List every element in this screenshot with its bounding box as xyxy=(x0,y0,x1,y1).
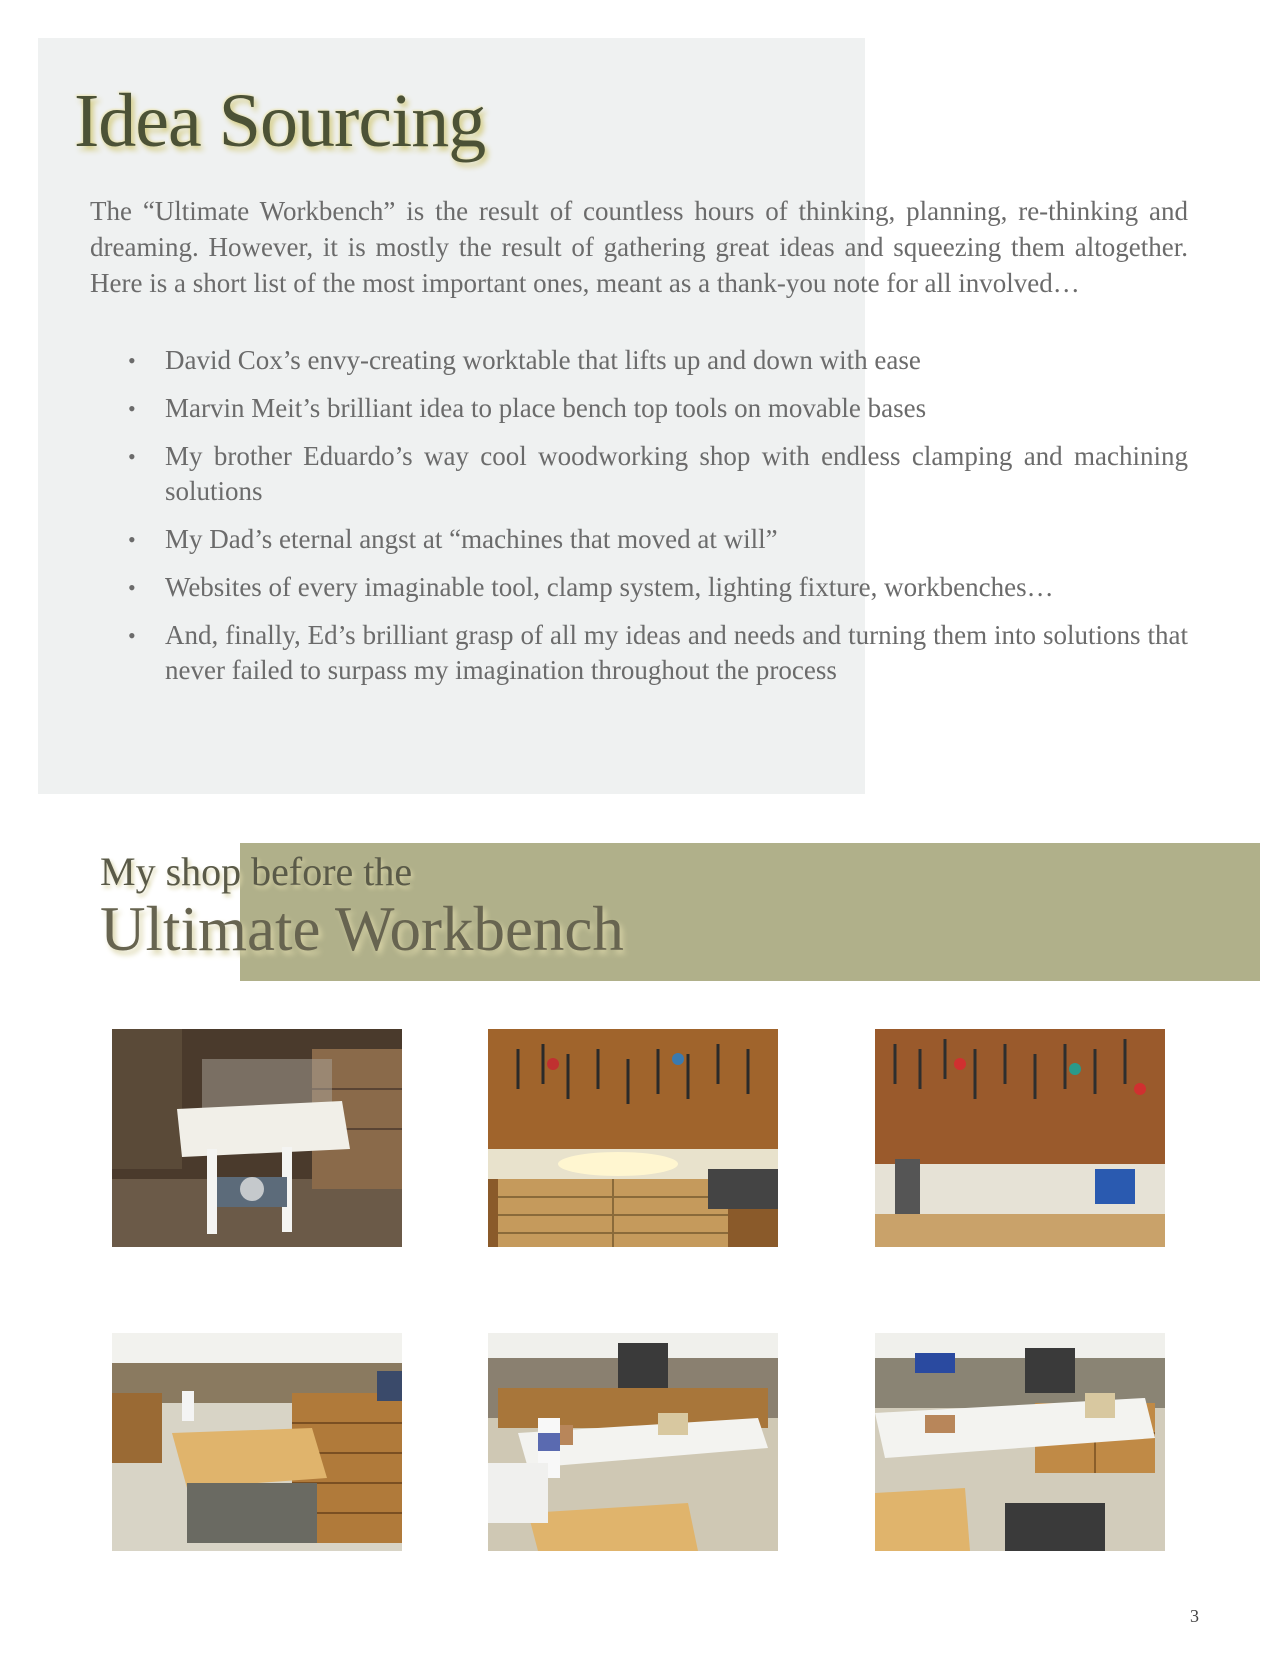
idea-list xyxy=(90,343,1188,701)
photo-worktable xyxy=(112,1029,402,1247)
photo-pegboard-bench xyxy=(488,1029,778,1247)
list-item-text: My Dad’s eternal angst at “machines that moved at will” xyxy=(165,524,778,554)
section-title: Ultimate Workbench xyxy=(100,894,624,964)
section-subtitle: My shop before the xyxy=(100,849,413,894)
intro-paragraph: The “Ultimate Workbench” is the result of countless hours of thinking, planning, re-thinking and dreaming. However, it is mostly the result of gathering great ideas and squeezing them altogether. Here is a short list of the most important ones, meant as a thank-you note for all involved… xyxy=(90,196,1188,298)
page-title: Idea Sourcing xyxy=(74,79,486,163)
list-item xyxy=(90,343,1188,378)
bullet-icon: • xyxy=(128,396,136,421)
list-item xyxy=(90,618,1188,688)
bullet-icon: • xyxy=(128,623,136,648)
list-item xyxy=(90,522,1188,557)
bullet-icon: • xyxy=(128,348,136,373)
bullet-icon: • xyxy=(128,527,136,552)
list-item-text: Websites of every imaginable tool, clamp system, lighting fixture, workbenches… xyxy=(165,572,1054,602)
list-item-text: And, finally, Ed’s brilliant grasp of all my ideas and needs and turning them into solutions that never failed to surpass my imagination throughout the process xyxy=(165,620,1188,685)
list-item-text: David Cox’s envy-creating worktable that lifts up and down with ease xyxy=(165,345,921,375)
bullet-icon: • xyxy=(128,575,136,600)
list-item-text: My brother Eduardo’s way cool woodworking shop with endless clamping and machining solutions xyxy=(165,441,1188,506)
list-item xyxy=(90,570,1188,605)
photo-shop-wide xyxy=(875,1333,1165,1551)
list-item xyxy=(90,439,1188,509)
photo-tool-wall xyxy=(875,1029,1165,1247)
list-item-text: Marvin Meit’s brilliant idea to place bench top tools on movable bases xyxy=(165,393,927,423)
list-item xyxy=(90,391,1188,426)
bullet-icon: • xyxy=(128,444,136,469)
photo-shop-center xyxy=(488,1333,778,1551)
page-number: 3 xyxy=(1190,1606,1199,1626)
photo-butcher-block xyxy=(112,1333,402,1551)
